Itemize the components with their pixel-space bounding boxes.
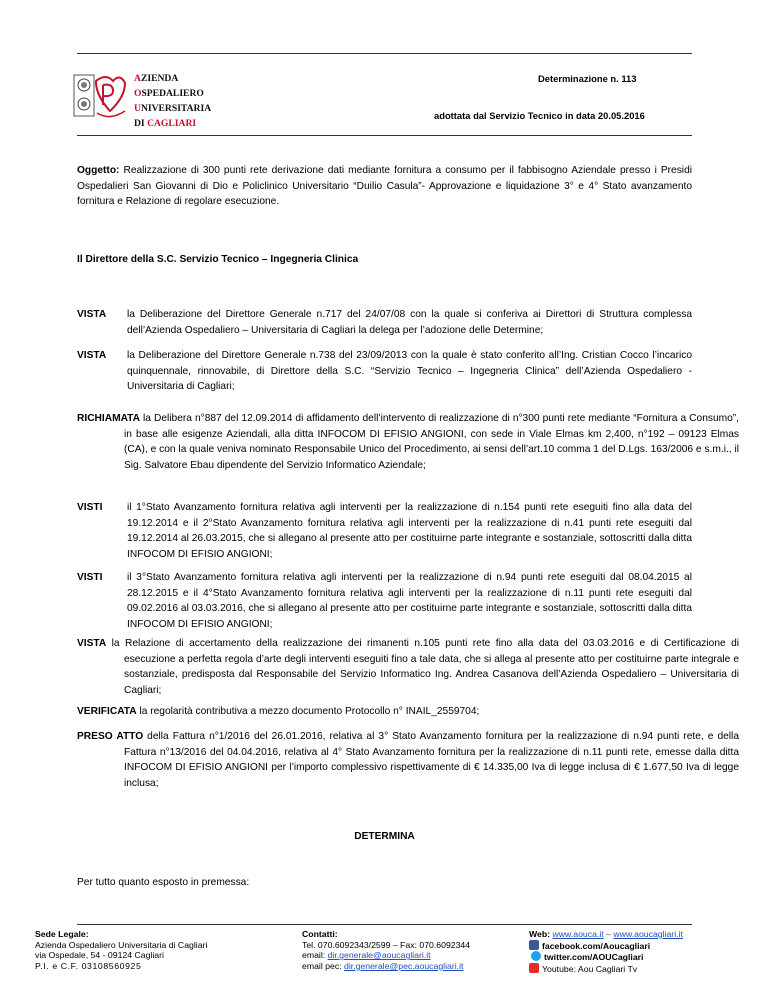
visti-2 xyxy=(77,570,692,632)
contatti-tel: Tel. 070.6092343/2599 – Fax: 070.6092344 xyxy=(302,939,471,950)
preso-atto-text: della Fattura n°1/2016 del 26.01.2016, relativa al 3° Stato Avanzamento fornitura per la realizzazione di n.94 punti rete, e della Fattura n°13/2016 del 04.04.2016, relativa al 4° Stato Avanzamento fornitura per la realizzazione di n.11 punti rete, emesse dalla ditta INFOCOM DI EFISIO ANGIONI per l’importo complessivo rispettivamente di € 14.335,00 Iva di legge inclusa di € 1.677,50 Iva di legge inclusa; xyxy=(124,731,739,789)
footer-web xyxy=(529,929,739,974)
footer-contatti xyxy=(302,929,522,971)
vista-3 xyxy=(77,636,739,698)
vista-1 xyxy=(77,307,692,338)
contatti-email: email: dir.generale@aoucagliari.it xyxy=(302,950,431,961)
footer-sede xyxy=(35,929,275,971)
web-link-1[interactable]: www.aouca.it xyxy=(552,929,604,939)
facebook-line xyxy=(529,940,739,952)
contatti-title: Contatti: xyxy=(302,929,338,939)
verificata-text: la regolarità contributiva a mezzo documento Protocollo n° INAIL_2559704; xyxy=(136,706,480,717)
hospital-logo xyxy=(73,71,126,121)
adoption-date: adottata dal Servizio Tecnico in data 20.05.2016 xyxy=(434,110,645,121)
director-title: Il Direttore della S.C. Servizio Tecnico – Ingegneria Clinica xyxy=(77,254,359,265)
twitter-link[interactable]: twitter.com/AOUCagliari xyxy=(544,952,644,963)
web-link-2[interactable]: www.aoucagliari.it xyxy=(613,929,683,939)
org-line-3: UNIVERSITARIA xyxy=(134,103,212,114)
vista-1-text: la Deliberazione del Direttore Generale n.717 del 24/07/08 con la quale si conferiva ai Direttori di Struttura complessa dell’Azienda Ospedaliero – Universitaria di Cagliari la delega per l’adozione delle Determine; xyxy=(127,309,692,336)
visti-1-text: il 1°Stato Avanzamento fornitura relativa agli interventi per la realizzazione di n.154 punti rete eseguiti fino alla data del 19.12.2014 e il 2°Stato Avanzamento fornitura relativa agli interventi per la realizzazione di n.41 punti rete eseguiti dal 19.12.2014 al 26.03.2015, che si allegano al presente atto per costituirne parte integrante e sostanziale, sottoscritti dalla ditta INFOCOM DI EFISIO ANGIONI; xyxy=(127,502,692,560)
sede-line-3: P.I. e C.F. 03108560925 xyxy=(35,960,142,971)
visti-2-text: il 3°Stato Avanzamento fornitura relativa agli interventi per la realizzazione di n.94 punti rete eseguiti dal 08.04.2015 al 28.12.2015 e il 4°Stato Avanzamento fornitura relativa agli interventi per la realizzazione di n.11 punti rete eseguiti dal 09.02.2016 al 03.03.2016, che si allegano al presente atto per costituirne parte integrante e sostanziale, sottoscritti dalla ditta INFOCOM DI EFISIO ANGIONI; xyxy=(127,572,692,630)
sede-line-1: Azienda Ospedaliero Universitaria di Cagliari xyxy=(35,939,208,950)
visti-1 xyxy=(77,500,692,562)
email-link[interactable]: dir.generale@aoucagliari.it xyxy=(327,950,431,961)
premessa: Per tutto quanto esposto in premessa: xyxy=(77,877,250,888)
footer-rule xyxy=(77,924,692,925)
twitter-line xyxy=(529,951,739,963)
org-line-2: OSPEDALIERO xyxy=(134,88,204,99)
sede-line-2: via Ospedale, 54 - 09124 Cagliari xyxy=(35,950,164,961)
youtube-icon xyxy=(529,963,539,973)
visti-2-label: VISTI xyxy=(77,572,103,583)
facebook-icon xyxy=(529,940,539,950)
richiamata-text: la Delibera n°887 del 12.09.2014 di affidamento dell’intervento di realizzazione di n°300 punti rete mediante “Fornitura a Consumo”, in base alle esigenze Aziendali, alla ditta INFOCOM DI EFISIO ANGIONI, con sede in Viale Elmas km 2,400, n°192 – 09123 Elmas (CA), e con la quale veniva nominato Responsabile Unico del Procedimento, ai sensi dell’art.10 comma 1 del D.Lgs. 163/2006 e s.m.i., il Sig. Salvatore Ebau dipendente del Servizio Informatico Aziendale; xyxy=(124,413,739,471)
vista-1-label: VISTA xyxy=(77,309,107,320)
org-line-4: DI CAGLIARI xyxy=(134,118,197,129)
preso-atto xyxy=(77,729,739,791)
facebook-link[interactable]: facebook.com/Aoucagliari xyxy=(542,940,651,951)
verificata-label: VERIFICATA xyxy=(77,706,137,717)
vista-2 xyxy=(77,348,692,395)
web-line: Web: www.aouca.it – www.aoucagliari.it xyxy=(529,929,683,939)
richiamata xyxy=(77,411,739,473)
richiamata-label: RICHIAMATA xyxy=(77,413,140,424)
visti-1-label: VISTI xyxy=(77,502,103,513)
org-name xyxy=(134,71,211,131)
determination-number: Determinazione n. 113 xyxy=(538,73,637,84)
top-rule xyxy=(77,53,692,54)
subject-label: Oggetto: xyxy=(77,165,120,176)
vista-3-text: la Relazione di accertamento della realizzazione dei rimanenti n.105 punti rete fino alla data del 03.03.2016 e di Certificazione di esecuzione a perfetta regola d’arte degli interventi eseguiti fino a tale data, che si allega al presente atto per costituirne parte integrale e sostanziale, predisposta dal Responsabile del Servizio Informatico Ing. Andrea Casanova dell’Azienda Ospedaliero – Universitaria di Cagliari; xyxy=(106,638,739,696)
pec-link[interactable]: dir.generale@pec.aoucagliari.it xyxy=(344,960,464,971)
vista-3-label: VISTA xyxy=(77,638,107,649)
preso-atto-label: PRESO ATTO xyxy=(77,731,144,742)
sede-title: Sede Legale: xyxy=(35,929,89,939)
youtube-link[interactable]: Youtube: Aou Cagliari Tv xyxy=(542,963,638,974)
contatti-pec: email pec: dir.generale@pec.aoucagliari.it xyxy=(302,960,464,971)
vista-2-text: la Deliberazione del Direttore Generale n.738 del 23/09/2013 con la quale è stato conferito all’Ing. Cristian Cocco l’incarico quinquennale, rinnovabile, di Direttore della S.C. “Servizio Tecnico – Ingegneria Clinica” dell’Azienda Ospedaliero - Universitaria di Cagliari; xyxy=(127,350,692,393)
determina-heading: DETERMINA xyxy=(354,831,415,842)
subject xyxy=(77,163,692,210)
header-rule xyxy=(77,135,692,136)
vista-2-label: VISTA xyxy=(77,350,107,361)
youtube-line xyxy=(529,963,739,975)
twitter-icon xyxy=(531,951,541,961)
org-line-1: AZIENDA xyxy=(134,73,179,84)
verificata xyxy=(77,704,692,720)
subject-text: Realizzazione di 300 punti rete derivazione dati mediante fornitura a consumo per il fabbisogno Aziendale presso i Presidi Ospedalieri San Giovanni di Dio e Policlinico Universitario “Duilio Casula”- Approvazione e liquidazione 3° e 4° Stato avanzamento fornitura e Relazione di regolare esecuzione. xyxy=(77,165,692,208)
